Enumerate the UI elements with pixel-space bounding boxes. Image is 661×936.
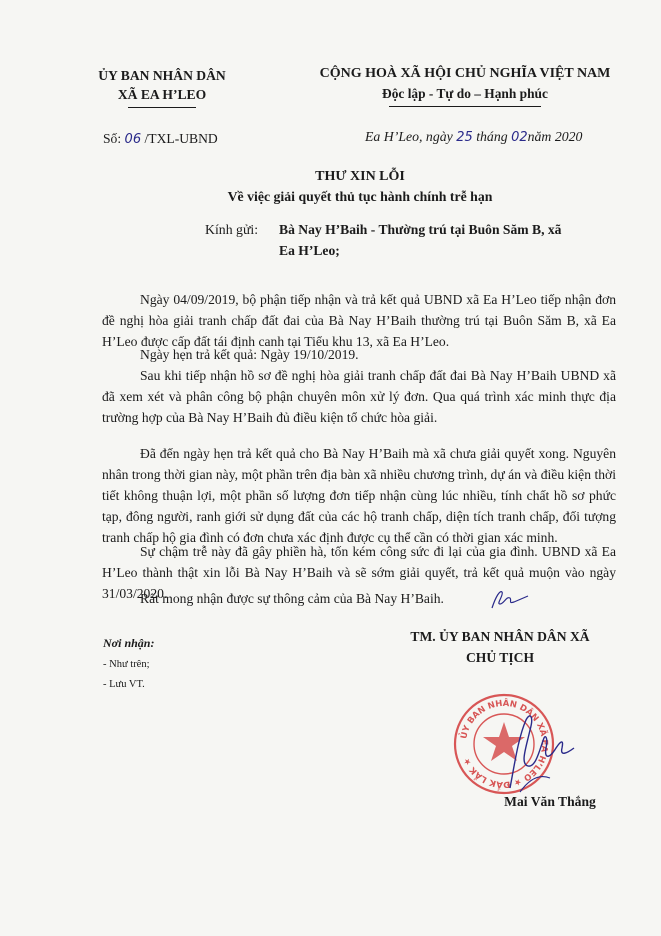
date-place: Ea H’Leo, ngày	[365, 129, 457, 144]
doc-number-prefix: Số:	[103, 131, 125, 146]
issuer-underline	[128, 107, 196, 108]
motto-underline	[389, 106, 541, 107]
date-line	[365, 129, 582, 145]
recipients-item-2: - Lưu VT.	[103, 679, 145, 690]
initials-mark	[488, 586, 532, 612]
signature-mark	[500, 708, 582, 796]
recipients-item-1: - Như trên;	[103, 659, 150, 670]
body-paragraph-6: Rất mong nhận được sự thông cảm của Bà Nay H’Baih.	[140, 591, 444, 606]
letter-title: THƯ XIN LỖI	[315, 169, 405, 184]
signature-position: CHỦ TỊCH	[465, 650, 535, 665]
body-paragraph-1: Ngày 04/09/2019, bộ phận tiếp nhận và trả kết quả UBND xã Ea H’Leo tiếp nhận đơn đề nghị hòa giải tranh chấp đất đai của Bà Nay H’Baih thường trú tại Buôn Săm B, xã Ea H’Leo được cấp đất tái định canh tại Tiểu khu 13, xã Ea H’Leo.	[102, 292, 616, 349]
issuer-name: ỦY BAN NHÂN DÂN	[98, 68, 226, 83]
national-motto: Độc lập - Tự do – Hạnh phúc	[382, 86, 548, 101]
recipient-line-1: Bà Nay H’Baih - Thường trú tại Buôn Săm B, xã	[279, 222, 562, 237]
national-title: CỘNG HOÀ XÃ HỘI CHỦ NGHĨA VIỆT NAM	[319, 66, 611, 81]
recipient-line-2: Ea H’Leo;	[279, 243, 340, 258]
signer-name: Mai Văn Thắng	[504, 794, 596, 809]
recipients-title: Nơi nhận:	[103, 636, 155, 650]
document-number	[103, 131, 218, 147]
date-year: năm 2020	[527, 129, 583, 144]
doc-number-suffix: /TXL-UBND	[141, 131, 218, 146]
issuer-commune: XÃ EA H’LEO	[117, 87, 207, 102]
date-day-handwritten: 25	[456, 130, 473, 145]
date-month-label: tháng	[472, 129, 512, 144]
body-paragraph-4: Đã đến ngày hẹn trả kết quả cho Bà Nay H’Baih mà xã chưa giải quyết xong. Nguyên nhân trong thời gian này, một phần trên địa bàn xã nhiều chương trình, dự án và điều kiện thời tiết không thuận lợi, một phần số lượng đơn tiếp nhận cùng lúc nhiều, tính chất hồ sơ phức tạp, đông người, ranh giới sử dụng đất của các hộ tranh chấp, diện tích tranh chấp, đối tượng tranh chấp hộ gia đình có đơn chưa xác định được cụ thể cần có thời gian xác minh.	[102, 446, 616, 545]
signature-on-behalf: TM. ỦY BAN NHÂN DÂN XÃ	[410, 629, 590, 644]
date-month-handwritten: 02	[511, 130, 528, 145]
svg-text:ỦY BAN NHÂN DÂN XÃ EA H’LEO ★: ỦY BAN NHÂN DÂN XÃ EA H’LEO ★ ĐẮK LẮK ★	[459, 698, 550, 790]
body-paragraph-2: Ngày hẹn trả kết quả: Ngày 19/10/2019.	[140, 347, 359, 362]
doc-number-handwritten: 06	[124, 132, 142, 147]
body-paragraph-3: Sau khi tiếp nhận hồ sơ đề nghị hòa giải tranh chấp đất đai Bà Nay H’Baih UBND xã đã xem xét và phân công bộ phận chuyên môn xử lý đơn. Qua quá trình xác minh thực địa trường hợp của Bà Nay H’Baih đủ điều kiện tổ chức hòa giải.	[102, 368, 616, 425]
letter-subject: Về việc giải quyết thủ tục hành chính trễ hạn	[227, 189, 493, 204]
body-paragraph-5: Sự chậm trễ này đã gây phiền hà, tốn kém công sức đi lại của gia đình. UBND xã Ea H’Leo thành thật xin lỗi Bà Nay H’Baih và sẽ sớm giải quyết, trả kết quả muộn vào ngày 31/03/2020.	[102, 544, 616, 601]
recipient-label: Kính gửi:	[205, 222, 259, 237]
